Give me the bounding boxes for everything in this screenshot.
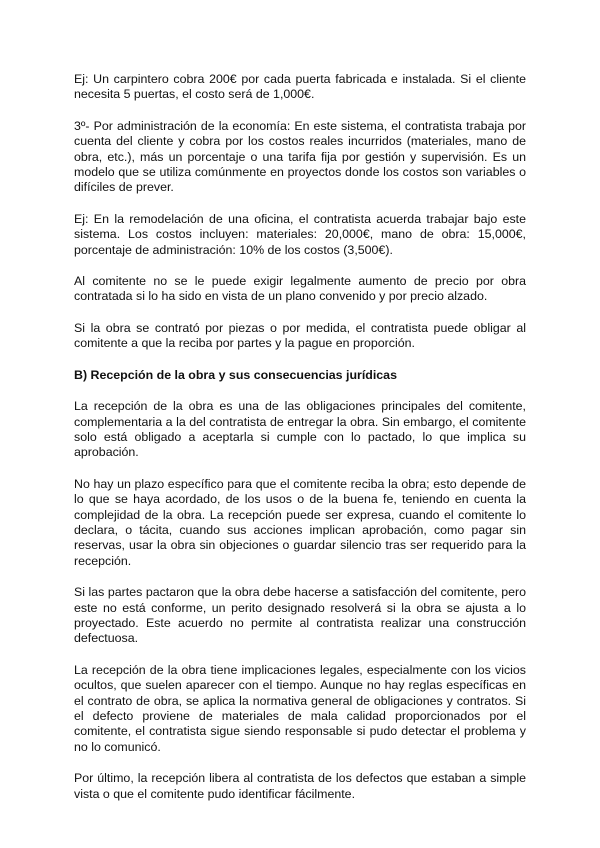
document-page bbox=[74, 72, 526, 818]
paragraph-satisfaction-clause: Si las partes pactaron que la obra debe hacerse a satisfacción del comitente, pero este no está conforme, un perito designado resolverá si la obra se ajusta a lo proyectado. Este acuerdo no permite al contratista realizar una construcción defectuosa. bbox=[74, 585, 526, 646]
section-heading: B) Recepción de la obra y sus consecuencias jurídicas bbox=[74, 367, 397, 382]
paragraph-reception-obligation: La recepción de la obra es una de las obligaciones principales del comitente, complementaria a la del contratista de entregar la obra. Sin embargo, el comitente solo está obligado a aceptarla si cumple con lo pactado, lo que implica su aprobación. bbox=[74, 399, 526, 460]
paragraph-example-carpenter: Ej: Un carpintero cobra 200€ por cada puerta fabricada e instalada. Si el cliente necesita 5 puertas, el costo será de 1,000€. bbox=[74, 72, 526, 102]
paragraph-administration-system: 3º- Por administración de la economía: En este sistema, el contratista trabaja por cuenta del cliente y cobra por los costos reales incurridos (materiales, mano de obra, etc.), más un porcentaje o una tarifa fija por gestión y supervisión. Es un modelo que se utiliza comúnmente en proyectos donde los costos son variables o difíciles de prever. bbox=[74, 118, 526, 195]
paragraph-price-increase: Al comitente no se le puede exigir legalmente aumento de precio por obra contratada si lo ha sido en vista de un plano convenido y por precio alzado. bbox=[74, 274, 526, 304]
paragraph-reception-term: No hay un plazo específico para que el comitente reciba la obra; esto depende de lo que se haya acordado, de los usos o de la buena fe, teniendo en cuenta la complejidad de la obra. La recepción puede ser expresa, cuando el comitente lo declara, o tácita, cuando sus acciones implican aprobación, como pagar sin reservas, usar la obra sin objeciones o guardar silencio tras ser requerido para la recepción. bbox=[74, 476, 526, 568]
paragraph-visible-defects: Por último, la recepción libera al contratista de los defectos que estaban a simple vista o que el comitente pudo identificar fácilmente. bbox=[74, 771, 526, 801]
paragraph-hidden-defects: La recepción de la obra tiene implicaciones legales, especialmente con los vicios ocultos, que suelen aparecer con el tiempo. Aunque no hay reglas específicas en el contrato de obra, se aplica la normativa general de obligaciones y contratos. Si el defecto proviene de materiales de mala calidad proporcionados por el comitente, el contratista sigue siendo responsable si pudo detectar el problema y no lo comunicó. bbox=[74, 662, 526, 754]
paragraph-example-office: Ej: En la remodelación de una oficina, el contratista acuerda trabajar bajo este sistema. Los costos incluyen: materiales: 20,000€, mano de obra: 15,000€, porcentaje de administración: 10% de los costos (3,500€). bbox=[74, 211, 526, 257]
paragraph-piecework: Si la obra se contrató por piezas o por medida, el contratista puede obligar al comitente a que la reciba por partes y la pague en proporción. bbox=[74, 320, 526, 351]
